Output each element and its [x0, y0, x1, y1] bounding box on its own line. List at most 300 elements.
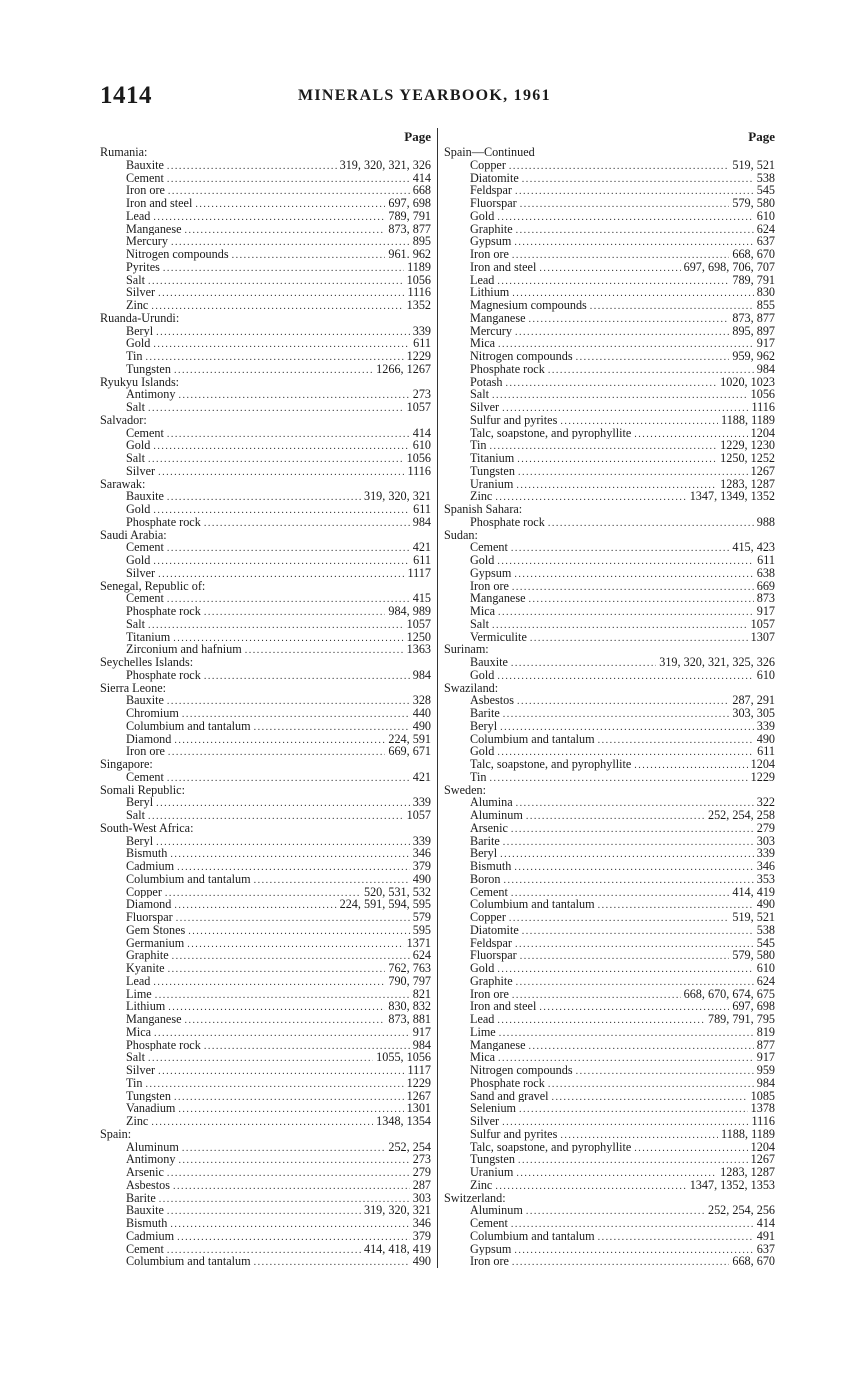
mineral-name: Silver	[126, 286, 156, 299]
page-header	[100, 82, 780, 112]
dot-leader	[151, 301, 403, 312]
mineral-name: Iron ore	[470, 1255, 509, 1268]
mineral-name: Arsenic	[126, 1166, 164, 1179]
mineral-name: Mica	[470, 605, 496, 618]
dot-leader	[254, 722, 410, 733]
index-entry	[444, 452, 775, 465]
dot-leader	[515, 939, 754, 950]
dot-leader	[155, 990, 410, 1001]
dot-leader	[165, 888, 361, 899]
index-entry	[100, 337, 431, 350]
dot-leader	[520, 199, 730, 210]
country-heading: Sudan:	[444, 527, 478, 542]
page-references: 379	[412, 1229, 431, 1243]
dot-leader	[515, 186, 754, 197]
index-entry	[100, 809, 431, 822]
dot-leader	[167, 773, 410, 784]
page-references: 917	[412, 1025, 431, 1039]
page-references: 339	[412, 324, 431, 338]
index-entry	[444, 261, 775, 274]
page-references: 339	[756, 847, 775, 860]
dot-leader	[153, 977, 385, 988]
index-entry	[444, 1090, 775, 1103]
mineral-name: Uranium	[470, 477, 514, 491]
index-entry	[444, 223, 775, 236]
dot-leader	[503, 837, 754, 848]
index-entry	[100, 159, 431, 172]
index-entry	[444, 350, 775, 363]
dot-leader	[522, 174, 754, 185]
dot-leader	[598, 1232, 754, 1243]
dot-leader	[182, 1143, 386, 1154]
country-heading: Surinam:	[444, 642, 489, 657]
index-entry	[100, 439, 431, 452]
page-references: 624	[756, 974, 775, 988]
page-references: 595	[412, 923, 431, 937]
index-entry	[444, 325, 775, 338]
country-heading: Somali Republic:	[100, 782, 185, 797]
dot-leader	[516, 977, 754, 988]
mineral-name: Fluorspar	[470, 197, 517, 210]
mineral-name: Magnesium compounds	[470, 299, 587, 312]
index-entry	[444, 172, 775, 185]
mineral-name: Gold	[470, 962, 495, 975]
dot-leader	[168, 964, 386, 975]
country-heading: Singapore:	[100, 757, 153, 771]
index-entry	[100, 720, 431, 733]
index-entry	[100, 516, 431, 529]
mineral-name: Graphite	[470, 974, 513, 988]
page-references: 1116	[407, 286, 431, 299]
index-entry	[100, 733, 431, 746]
dot-leader	[167, 696, 410, 707]
page-references: 538	[756, 171, 775, 185]
page-references: 638	[756, 566, 775, 580]
mineral-name: Copper	[470, 911, 506, 924]
mineral-name: Gold	[470, 554, 495, 567]
index-entry	[100, 388, 431, 401]
page-references: 339	[412, 796, 431, 809]
country-heading: Ryukyu Islands:	[100, 374, 180, 389]
page-references: 961. 962	[388, 248, 431, 261]
dot-leader	[511, 1219, 754, 1230]
dot-leader	[174, 900, 336, 911]
dot-leader	[204, 518, 410, 529]
index-entry	[100, 911, 431, 924]
mineral-name: Bauxite	[126, 158, 164, 172]
page-references: 346	[412, 847, 431, 860]
dot-leader	[167, 543, 410, 554]
page-references: 519, 521	[732, 158, 775, 172]
mineral-name: Kyanite	[126, 962, 165, 975]
dot-leader	[495, 492, 686, 503]
index-entry	[100, 1077, 431, 1090]
page-references: 1057	[406, 809, 431, 822]
index-entry	[444, 796, 775, 809]
index-entry	[444, 656, 775, 669]
dot-leader	[156, 837, 410, 848]
dot-leader	[167, 174, 410, 185]
mineral-name: Titanium	[470, 452, 515, 465]
country-heading: Salvador:	[100, 412, 147, 427]
page-references: 873	[756, 592, 775, 605]
dot-leader	[512, 288, 753, 299]
page-references: 668	[412, 184, 431, 197]
page-references: 545	[756, 184, 775, 197]
mineral-name: Manganese	[470, 311, 526, 325]
dot-leader	[158, 569, 404, 580]
mineral-name: Lead	[126, 209, 151, 223]
dot-leader	[500, 722, 754, 733]
page-references: 1055, 1056	[376, 1051, 431, 1064]
index-entry	[100, 299, 431, 312]
page-references: 1204	[750, 1140, 775, 1154]
dot-leader	[178, 1104, 403, 1115]
mineral-name: Iron ore	[126, 745, 165, 758]
page-references: 490	[412, 1255, 431, 1268]
dot-leader	[185, 225, 386, 236]
country-heading: Rumania:	[100, 145, 148, 159]
index-entry	[100, 669, 431, 682]
country-heading: Ruanda-Urundi:	[100, 310, 180, 325]
page-references: 538	[756, 923, 775, 937]
page-references: 440	[412, 707, 431, 720]
mineral-name: Beryl	[470, 719, 498, 733]
page-references: 984	[756, 362, 775, 376]
dot-leader	[178, 1155, 409, 1166]
page-references: 1116	[407, 464, 431, 478]
index-entry	[100, 248, 431, 261]
page-references: 984, 989	[388, 605, 431, 618]
index-entry	[100, 835, 431, 848]
dot-leader	[497, 671, 753, 682]
index-entry	[444, 210, 775, 223]
index-entry	[444, 924, 775, 937]
page-references: 1229	[406, 1076, 431, 1090]
dot-leader	[495, 1181, 686, 1192]
dot-leader	[516, 1168, 717, 1179]
dot-leader	[526, 1206, 705, 1217]
dot-leader	[148, 403, 404, 414]
page-references: 415	[412, 592, 431, 605]
dot-leader	[529, 1041, 754, 1052]
index-entry	[444, 337, 775, 350]
index-entry	[444, 1039, 775, 1052]
mineral-name: Gem Stones	[126, 923, 186, 937]
index-entry	[100, 235, 431, 248]
mineral-name: Arsenic	[470, 821, 508, 835]
page-references: 917	[756, 605, 775, 618]
mineral-name: Chromium	[126, 707, 179, 720]
dot-leader	[517, 454, 717, 465]
mineral-name: Iron ore	[126, 184, 165, 197]
mineral-name: Cement	[126, 592, 164, 605]
index-entry	[444, 516, 775, 529]
page-references: 611	[413, 337, 431, 350]
index-entry	[100, 1255, 431, 1268]
page-references: 610	[756, 962, 775, 975]
index-entry	[444, 1179, 775, 1192]
page-references: 414	[756, 1217, 775, 1230]
index-entry	[444, 465, 775, 478]
mineral-name: Cement	[470, 885, 508, 899]
mineral-name: Salt	[126, 809, 145, 822]
dot-leader	[195, 199, 385, 210]
page-references: 319, 320, 321	[363, 1204, 431, 1217]
mineral-name: Aluminum	[470, 809, 523, 822]
index-entry	[100, 605, 431, 618]
index-entry	[444, 414, 775, 427]
page-references: 1307	[750, 630, 775, 644]
index-entry	[100, 541, 431, 554]
mineral-name: Phosphate rock	[470, 515, 545, 529]
page-references: 830	[756, 286, 775, 299]
index-entry	[444, 541, 775, 554]
mineral-name: Selenium	[470, 1102, 517, 1115]
dot-leader	[497, 747, 754, 758]
index-entry	[444, 1064, 775, 1077]
index-entry	[444, 618, 775, 631]
index-entry	[100, 197, 431, 210]
page-references: 490	[756, 898, 775, 911]
mineral-name: Lead	[126, 974, 151, 988]
mineral-name: Diamond	[126, 898, 172, 911]
dot-leader	[153, 212, 385, 223]
mineral-name: Salt	[126, 273, 145, 287]
mineral-name: Gold	[470, 745, 495, 758]
index-entry	[444, 1013, 775, 1026]
page-number: 1414	[100, 82, 152, 109]
mineral-name: Mica	[126, 1025, 152, 1039]
mineral-name: Alumina	[470, 796, 513, 809]
dot-leader	[576, 1066, 754, 1077]
dot-leader	[168, 1002, 385, 1013]
page-references: 917	[756, 337, 775, 350]
dot-leader	[498, 339, 754, 350]
dot-leader	[167, 1168, 410, 1179]
page-references: 1348, 1354	[376, 1115, 431, 1128]
index-entry	[444, 975, 775, 988]
mineral-name: Sand and gravel	[470, 1089, 549, 1103]
page-references: 762, 763	[388, 962, 431, 975]
page-references: 611	[757, 745, 775, 758]
page-references: 1116	[751, 401, 775, 414]
mineral-name: Zirconium and hafnium	[126, 643, 242, 656]
dot-leader	[520, 951, 730, 962]
page-references: 252, 254, 256	[707, 1204, 775, 1217]
page-references: 669	[756, 579, 775, 593]
dot-leader	[548, 365, 754, 376]
mineral-name: Lithium	[470, 286, 510, 299]
index-entry	[444, 949, 775, 962]
mineral-name: Salt	[126, 617, 145, 631]
country-heading: Sierra Leone:	[100, 680, 166, 695]
dot-leader	[497, 556, 754, 567]
index-entry	[100, 988, 431, 1001]
dot-leader	[502, 1117, 748, 1128]
dot-leader	[254, 875, 410, 886]
page-references: 873, 877	[388, 222, 431, 236]
dot-leader	[634, 429, 747, 440]
mineral-name: Pyrites	[126, 260, 160, 274]
index-entry	[100, 503, 431, 516]
mineral-name: Asbestos	[470, 694, 515, 707]
mineral-name: Bauxite	[126, 490, 164, 503]
dot-leader	[511, 658, 656, 669]
dot-leader	[497, 1015, 705, 1026]
mineral-name: Silver	[470, 401, 500, 414]
dot-leader	[185, 1015, 386, 1026]
page-references: 1283, 1287	[720, 1166, 775, 1179]
dot-leader	[522, 926, 754, 937]
page-references: 287, 291	[732, 694, 775, 707]
dot-leader	[511, 888, 729, 899]
dot-leader	[174, 735, 385, 746]
dot-leader	[548, 1079, 754, 1090]
index-entry	[444, 886, 775, 899]
dot-leader	[204, 607, 386, 618]
page-references: 322	[756, 796, 775, 809]
mineral-name: Cement	[126, 770, 164, 784]
page-references: 1204	[750, 426, 775, 440]
dot-leader	[634, 760, 747, 771]
dot-leader	[512, 990, 681, 1001]
index-entry	[444, 835, 775, 848]
column-divider	[437, 128, 438, 1268]
index-entry	[100, 962, 431, 975]
index-entry	[444, 822, 775, 835]
dot-leader	[156, 798, 410, 809]
page-references: 415, 423	[732, 541, 775, 554]
mineral-name: Gold	[126, 554, 151, 567]
page-references: 1056	[406, 452, 431, 465]
index-entry	[444, 299, 775, 312]
page-references: 1347, 1349, 1352	[689, 490, 775, 503]
mineral-name: Sulfur and pyrites	[470, 1127, 558, 1141]
mineral-name: Manganese	[126, 1013, 182, 1026]
dot-leader	[497, 964, 753, 975]
dot-leader	[539, 263, 680, 274]
index-entry	[100, 567, 431, 580]
mineral-name: Cement	[126, 171, 164, 185]
dot-leader	[146, 352, 404, 363]
page-references: 610	[756, 668, 775, 682]
page-references: 830, 832	[388, 1000, 431, 1013]
index-entry	[100, 873, 431, 886]
index-entry	[100, 1102, 431, 1115]
mineral-name: Mercury	[470, 324, 512, 338]
page-references: 873, 877	[732, 311, 775, 325]
index-entry	[444, 567, 775, 580]
country-heading: Spain:	[100, 1126, 132, 1141]
index-entry	[444, 427, 775, 440]
mineral-name: Fluorspar	[470, 949, 517, 962]
dot-leader	[516, 480, 717, 491]
page-references: 339	[412, 834, 431, 848]
page-references: 490	[412, 872, 431, 886]
page-references: 1250	[406, 630, 431, 644]
mineral-name: Barite	[470, 707, 500, 720]
index-entry	[100, 274, 431, 287]
index-entry	[444, 988, 775, 1001]
page-references: 697, 698	[732, 1000, 775, 1013]
page-references: 519, 521	[732, 911, 775, 924]
index-column-right	[444, 128, 775, 1268]
mineral-name: Mica	[470, 337, 496, 350]
page-references: 319, 320, 321	[363, 490, 431, 503]
page-references: 917	[756, 1051, 775, 1064]
page-references: 819	[756, 1025, 775, 1039]
index-entry	[100, 286, 431, 299]
index-entry	[100, 350, 431, 363]
mineral-name: Cement	[470, 541, 508, 554]
page-references: 668, 670	[732, 248, 775, 261]
index-entry	[444, 159, 775, 172]
dot-leader	[498, 1053, 754, 1064]
mineral-name: Tin	[470, 770, 487, 784]
index-entry	[100, 1243, 431, 1256]
index-entry	[100, 261, 431, 274]
mineral-name: Titanium	[126, 630, 171, 644]
index-entry	[444, 439, 775, 452]
dot-leader	[171, 237, 410, 248]
mineral-name: Gold	[126, 337, 151, 350]
mineral-name: Phosphate rock	[126, 668, 201, 682]
dot-leader	[598, 900, 754, 911]
dot-leader	[148, 1053, 373, 1064]
dot-leader	[163, 263, 404, 274]
index-entry	[100, 898, 431, 911]
index-entry	[444, 847, 775, 860]
index-entry	[444, 669, 775, 682]
mineral-name: Fluorspar	[126, 911, 173, 924]
index-entry	[444, 1243, 775, 1256]
dot-leader	[153, 556, 410, 567]
index-entry	[444, 274, 775, 287]
index-entry	[100, 796, 431, 809]
index-entry	[444, 898, 775, 911]
page-references: 490	[756, 732, 775, 746]
index-entry	[100, 847, 431, 860]
mineral-name: Phosphate rock	[126, 515, 201, 529]
index-entry	[100, 771, 431, 784]
page-references: 1229	[406, 350, 431, 363]
dot-leader	[177, 1232, 410, 1243]
index-entry	[100, 1026, 431, 1039]
page-references: 855	[756, 299, 775, 312]
page-references: 491	[756, 1229, 775, 1243]
page-references: 339	[756, 719, 775, 733]
dot-leader	[204, 671, 410, 682]
dot-leader	[498, 607, 754, 618]
dot-leader	[158, 1066, 404, 1077]
mineral-name: Tungsten	[126, 1089, 171, 1103]
country-heading: South-West Africa:	[100, 820, 194, 835]
dot-leader	[173, 1181, 410, 1192]
page-references: 279	[412, 1166, 431, 1179]
mineral-name: Asbestos	[126, 1178, 171, 1192]
dot-leader	[511, 543, 729, 554]
dot-leader	[156, 327, 410, 338]
mineral-name: Gold	[470, 209, 495, 223]
dot-leader	[499, 1028, 754, 1039]
mineral-name: Gypsum	[470, 566, 512, 580]
dot-leader	[519, 1104, 748, 1115]
mineral-name: Columbium and tantalum	[126, 719, 251, 733]
index-entry	[444, 554, 775, 567]
dot-leader	[187, 939, 403, 950]
page-references: 1085	[750, 1089, 775, 1103]
